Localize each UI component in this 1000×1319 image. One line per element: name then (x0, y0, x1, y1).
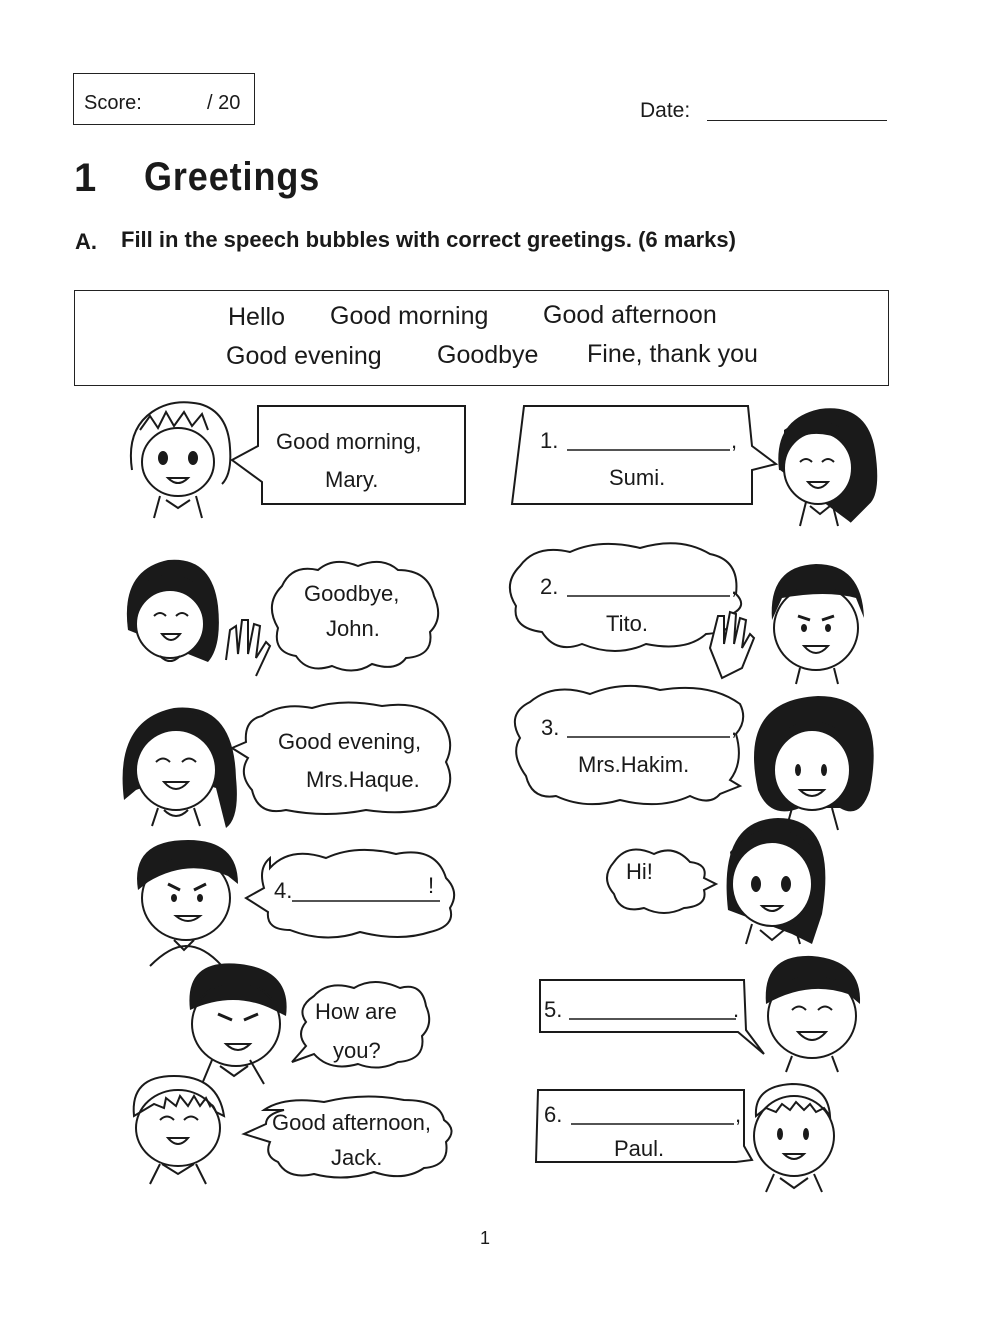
word-bank-item: Hello (228, 303, 285, 331)
unit-number: 1 (74, 156, 97, 200)
bubble-text: Mrs.Haque. (306, 767, 420, 792)
cloud-bubble-q3 (515, 686, 743, 804)
girl-waving-character-icon (127, 560, 270, 676)
bubble-text: Good afternoon, (272, 1110, 432, 1135)
boy-character-icon (137, 840, 238, 966)
bubble-text: Jack. (331, 1145, 383, 1170)
boy-character-icon (754, 1084, 834, 1192)
cloud-bubble-3 (232, 702, 450, 814)
section-instruction: Fill in the speech bubbles with correct greetings. (6 marks) (121, 227, 736, 252)
bubble-text: John. (326, 616, 380, 641)
bubble-text: Mrs.Hakim. (578, 752, 690, 777)
question-number: 2. (540, 574, 559, 599)
girl-character-icon (131, 402, 230, 518)
boy-character-icon (189, 963, 286, 1084)
bubble-end-mark: ! (428, 873, 435, 898)
word-bank-item: Fine, thank you (587, 340, 758, 368)
boy-character-icon (766, 956, 860, 1072)
bubble-text: How are (315, 999, 397, 1024)
girl-character-icon (727, 818, 826, 944)
question-number: 6. (544, 1102, 563, 1127)
bubble-text: Good morning, (276, 429, 422, 454)
question-number: 4. (274, 878, 293, 903)
girl-character-icon (123, 708, 237, 828)
bubble-text: Tito. (606, 611, 648, 636)
bubble-text: Goodbye, (304, 581, 400, 606)
speech-bubble-q5 (540, 980, 764, 1054)
woman-character-icon (754, 696, 874, 830)
question-number: 3. (541, 715, 560, 740)
bubble-text: you? (333, 1038, 381, 1063)
word-bank-item: Good morning (330, 302, 489, 330)
word-bank-item: Good afternoon (543, 301, 717, 329)
svg-text:,: , (735, 1102, 742, 1127)
svg-text:,: , (731, 574, 738, 599)
svg-text:,: , (731, 715, 738, 740)
date-label: Date: (640, 99, 691, 122)
bubble-text: Good evening, (278, 729, 422, 754)
unit-title: Greetings (144, 155, 321, 199)
girl-character-icon (779, 409, 876, 526)
word-bank-item: Goodbye (437, 341, 539, 369)
bubble-text: Sumi. (609, 465, 666, 490)
score-label: Score: (84, 92, 142, 114)
question-number: 5. (544, 997, 563, 1022)
word-bank-item: Good evening (226, 342, 382, 370)
bubble-text: Paul. (614, 1136, 665, 1161)
question-number: 1. (540, 428, 559, 453)
section-letter: A. (75, 229, 97, 254)
bubble-end-mark: . (733, 997, 740, 1022)
cloud-bubble-hi (607, 850, 716, 914)
boy-character-icon (134, 1076, 224, 1184)
svg-text:,: , (731, 428, 738, 453)
bubble-text: Mary. (325, 467, 379, 492)
score-total: / 20 (207, 92, 241, 114)
page-number: 1 (480, 1228, 491, 1248)
bubble-text: Hi! (626, 859, 653, 884)
